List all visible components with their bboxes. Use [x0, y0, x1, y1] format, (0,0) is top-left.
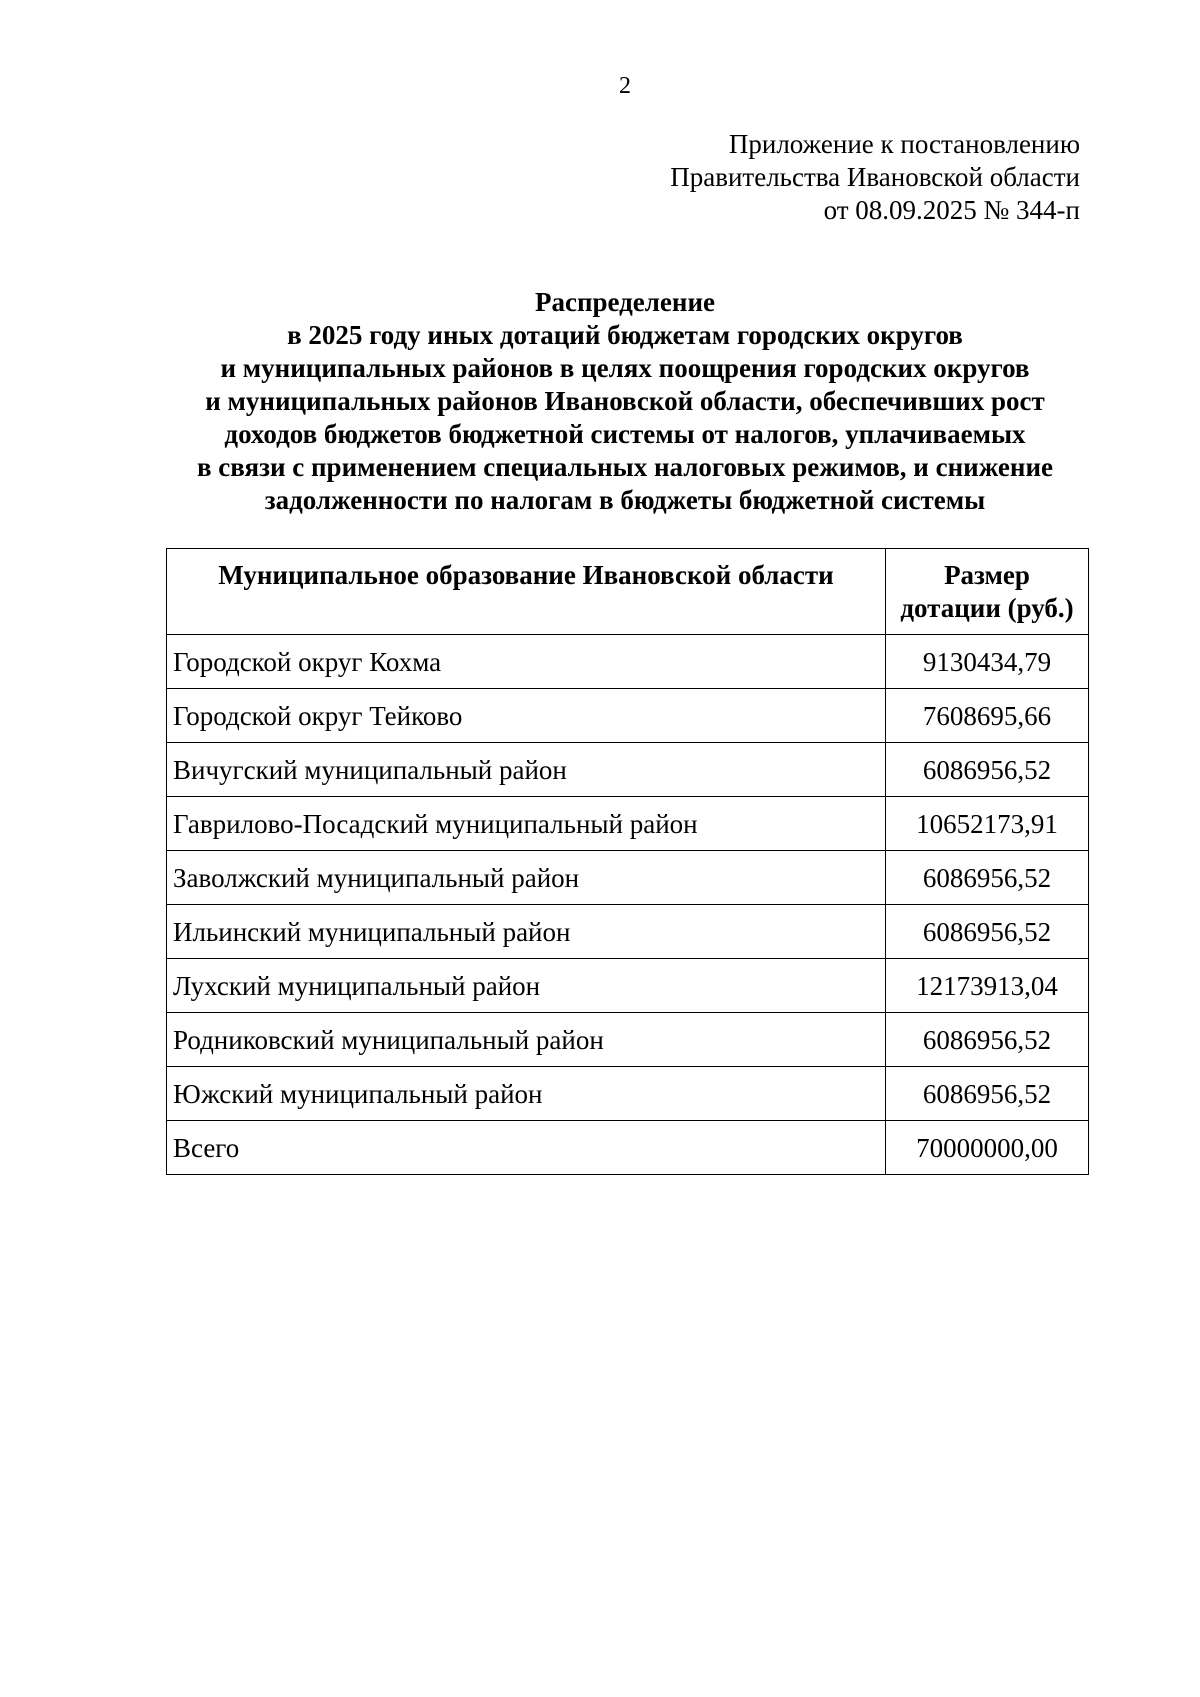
subsidy-amount: 9130434,79 [886, 635, 1089, 689]
appendix-line: Правительства Ивановской области [670, 162, 1080, 192]
header-amount-line: Размер [944, 560, 1030, 590]
header-amount-line: дотации (руб.) [900, 593, 1074, 623]
table-row [167, 1067, 1089, 1121]
table-row [167, 797, 1089, 851]
total-label: Всего [167, 1121, 886, 1175]
subsidy-amount: 6086956,52 [886, 743, 1089, 797]
title-line: в связи с применением специальных налоговых режимов, и снижение [196, 452, 1054, 482]
table-row [167, 905, 1089, 959]
subsidy-amount: 10652173,91 [886, 797, 1089, 851]
title-line: задолженности по налогам в бюджеты бюджетной системы [264, 485, 986, 515]
title-line: доходов бюджетов бюджетной системы от налогов, уплачиваемых [224, 419, 1026, 449]
table-row [167, 959, 1089, 1013]
table-row [167, 851, 1089, 905]
municipality-name: Городской округ Тейково [167, 689, 886, 743]
municipality-name: Южский муниципальный район [167, 1067, 886, 1121]
table-total-row [167, 1121, 1089, 1175]
title-line: и муниципальных районов в целях поощрения городских округов [220, 353, 1030, 383]
subsidy-amount: 6086956,52 [886, 1013, 1089, 1067]
municipality-name: Заволжский муниципальный район [167, 851, 886, 905]
municipality-name: Гаврилово-Посадский муниципальный район [167, 797, 886, 851]
total-amount: 70000000,00 [886, 1121, 1089, 1175]
subsidy-amount: 6086956,52 [886, 1067, 1089, 1121]
title-line: Распределение [534, 287, 716, 317]
subsidy-amount: 6086956,52 [886, 905, 1089, 959]
municipality-name: Вичугский муниципальный район [167, 743, 886, 797]
appendix-line: Приложение к постановлению [728, 129, 1080, 159]
distribution-table [166, 548, 1089, 1175]
subsidy-amount: 12173913,04 [886, 959, 1089, 1013]
title-line: и муниципальных районов Ивановской области, обеспечивших рост [205, 386, 1045, 416]
table-row [167, 635, 1089, 689]
page-number: 2 [619, 73, 631, 99]
municipality-name: Городской округ Кохма [167, 635, 886, 689]
municipality-name: Родниковский муниципальный район [167, 1013, 886, 1067]
appendix-note [670, 128, 1080, 227]
municipality-name: Лухский муниципальный район [167, 959, 886, 1013]
document-title [0, 286, 1200, 517]
header-amount [886, 549, 1089, 635]
table-row [167, 743, 1089, 797]
distribution-table-wrapper [166, 548, 1088, 1175]
table-header-row [167, 549, 1089, 635]
table-row [167, 1013, 1089, 1067]
subsidy-amount: 7608695,66 [886, 689, 1089, 743]
table-row [167, 689, 1089, 743]
header-municipality: Муниципальное образование Ивановской области [167, 549, 886, 635]
appendix-line: от 08.09.2025 № 344-п [823, 195, 1080, 225]
municipality-name: Ильинский муниципальный район [167, 905, 886, 959]
subsidy-amount: 6086956,52 [886, 851, 1089, 905]
title-line: в 2025 году иных дотаций бюджетам городских округов [287, 320, 963, 350]
